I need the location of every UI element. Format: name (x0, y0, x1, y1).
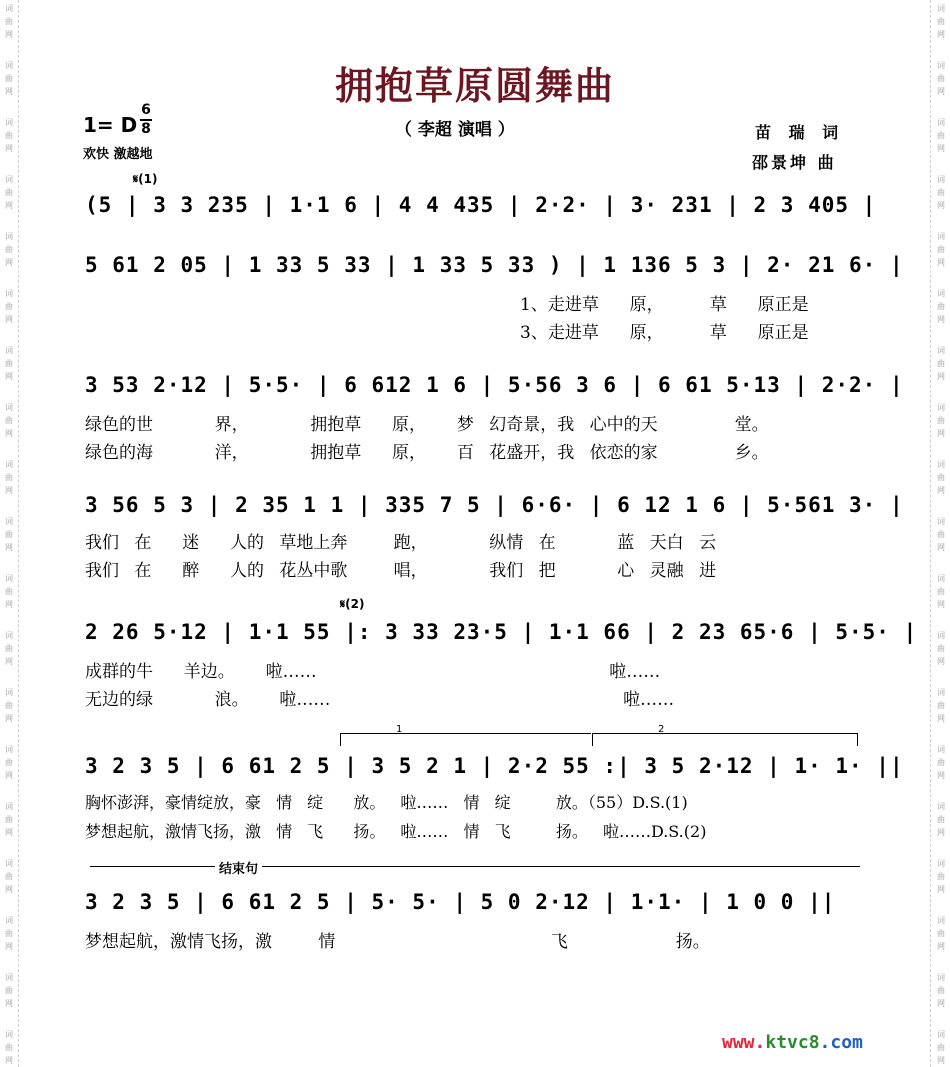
watermark-glyph: 词 (937, 118, 945, 127)
watermark-glyph: 曲 (937, 986, 945, 995)
watermark-glyph: 词 (5, 4, 13, 13)
watermark-glyph: 网 (937, 600, 945, 609)
watermark-glyph: 曲 (937, 815, 945, 824)
notation-row-3: 3 53 2·12 | 5·5· | 6 612 1 6 | 5·56 3 6 | 6 61 5·13 | 2·2· | (85, 373, 904, 397)
watermark-glyph: 网 (937, 714, 945, 723)
watermark-glyph: 曲 (5, 302, 13, 311)
watermark-glyph: 曲 (5, 17, 13, 26)
second-ending-number: 2 (658, 724, 665, 735)
watermark-glyph: 网 (5, 315, 13, 324)
watermark-glyph: 曲 (937, 131, 945, 140)
watermark-glyph: 曲 (5, 473, 13, 482)
notation-row-1: (5 | 3 3 235 | 1·1 6 | 4 4 435 | 2·2· | 3· 231 | 2 3 405 | (85, 193, 877, 217)
watermark-glyph: 词 (5, 175, 13, 184)
watermark-glyph: 曲 (937, 359, 945, 368)
composer-credit: 邵景坤 曲 (752, 153, 837, 172)
watermark-glyph: 网 (937, 87, 945, 96)
singer-credit: （ 李超 演唱 ） (395, 120, 515, 140)
watermark-glyph: 网 (5, 258, 13, 267)
watermark-glyph: 网 (5, 771, 13, 780)
lyricist-credit: 苗 瑞 词 (755, 123, 845, 142)
watermark-glyph: 词 (937, 802, 945, 811)
time-top: 6 (141, 102, 151, 118)
watermark-glyph: 曲 (937, 1043, 945, 1052)
website-part-3: .com (819, 1032, 863, 1053)
watermark-glyph: 网 (5, 144, 13, 153)
watermark-glyph: 词 (937, 517, 945, 526)
coda-bracket (90, 862, 860, 877)
first-ending-bracket (340, 724, 591, 746)
watermark-glyph: 曲 (937, 929, 945, 938)
watermark-glyph: 网 (937, 30, 945, 39)
watermark-glyph: 网 (937, 201, 945, 210)
watermark-glyph: 网 (937, 486, 945, 495)
watermark-glyph: 词 (5, 802, 13, 811)
watermark-glyph: 词 (5, 631, 13, 640)
watermark-glyph: 网 (937, 1056, 945, 1065)
segno-2-marker: 𝄋(2) (340, 597, 365, 611)
key-signature: 1= D (83, 113, 138, 137)
watermark-glyph: 词 (5, 517, 13, 526)
watermark-glyph: 网 (5, 999, 13, 1008)
first-ending-number: 1 (396, 724, 403, 735)
watermark-glyph: 词 (937, 460, 945, 469)
watermark-glyph: 词 (937, 688, 945, 697)
watermark-glyph: 曲 (5, 644, 13, 653)
watermark-glyph: 曲 (937, 872, 945, 881)
watermark-glyph: 网 (937, 657, 945, 666)
song-title: 拥抱草原圆舞曲 (334, 63, 615, 108)
watermark-glyph: 网 (937, 828, 945, 837)
website-part-2: ktvc8 (765, 1032, 820, 1053)
watermark-glyph: 曲 (5, 587, 13, 596)
watermark-glyph: 曲 (5, 74, 13, 83)
watermark-glyph: 词 (937, 859, 945, 868)
lyrics-row-7: 梦想起航，激情飞扬，激 情 飞 扬。 (85, 932, 710, 952)
watermark-glyph: 词 (937, 403, 945, 412)
watermark-glyph: 词 (5, 859, 13, 868)
watermark-glyph: 曲 (5, 131, 13, 140)
watermark-glyph: 网 (937, 372, 945, 381)
notation-row-7: 3 2 3 5 | 6 61 2 5 | 5· 5· | 5 0 2·12 | 1·1· | 1 0 0 || (85, 890, 836, 914)
watermark-glyph: 曲 (937, 416, 945, 425)
watermark-glyph: 曲 (937, 473, 945, 482)
watermark-glyph: 词 (5, 118, 13, 127)
coda-label: 结束句 (215, 858, 262, 877)
watermark-glyph: 网 (5, 657, 13, 666)
lyrics-row-5-verse-1: 成群的牛 羊边。 啦…… 啦…… (85, 662, 661, 682)
watermark-glyph: 词 (937, 346, 945, 355)
watermark-glyph: 网 (5, 486, 13, 495)
watermark-glyph: 网 (5, 372, 13, 381)
watermark-glyph: 曲 (5, 701, 13, 710)
watermark-glyph: 网 (5, 87, 13, 96)
watermark-glyph: 词 (937, 4, 945, 13)
notation-row-2: 5 61 2 05 | 1 33 5 33 | 1 33 5 33 ) | 1 136 5 3 | 2· 21 6· | (85, 253, 904, 277)
tempo-marking: 欢快 激越地 (83, 147, 153, 162)
watermark-glyph: 曲 (5, 815, 13, 824)
watermark-glyph: 网 (5, 714, 13, 723)
watermark-glyph: 词 (937, 574, 945, 583)
watermark-glyph: 网 (937, 315, 945, 324)
website-part-1: www. (722, 1032, 766, 1053)
watermark-glyph: 曲 (5, 929, 13, 938)
watermark-glyph: 词 (937, 232, 945, 241)
watermark-glyph: 网 (937, 543, 945, 552)
watermark-glyph: 网 (5, 1056, 13, 1065)
watermark-glyph: 曲 (937, 587, 945, 596)
watermark-glyph: 词 (5, 1030, 13, 1039)
watermark-glyph: 网 (937, 942, 945, 951)
left-watermark-strip (2, 0, 16, 1067)
watermark-glyph: 词 (5, 916, 13, 925)
watermark-glyph: 网 (5, 600, 13, 609)
watermark-glyph: 曲 (5, 245, 13, 254)
watermark-glyph: 网 (937, 999, 945, 1008)
watermark-glyph: 网 (937, 771, 945, 780)
watermark-glyph: 词 (5, 346, 13, 355)
watermark-glyph: 词 (5, 289, 13, 298)
lyrics-row-2-verse-3: 3、走进草 原， 草 原正是 (520, 323, 809, 343)
watermark-glyph: 曲 (937, 758, 945, 767)
watermark-glyph: 曲 (937, 530, 945, 539)
watermark-glyph: 曲 (5, 1043, 13, 1052)
watermark-glyph: 网 (5, 429, 13, 438)
watermark-glyph: 词 (937, 289, 945, 298)
watermark-glyph: 词 (937, 745, 945, 754)
watermark-glyph: 词 (5, 574, 13, 583)
watermark-glyph: 网 (937, 258, 945, 267)
watermark-glyph: 网 (937, 144, 945, 153)
watermark-glyph: 词 (5, 973, 13, 982)
watermark-glyph: 网 (937, 429, 945, 438)
notation-row-5: 2 26 5·12 | 1·1 55 |: 3 33 23·5 | 1·1 66 | 2 23 65·6 | 5·5· | (85, 620, 918, 644)
watermark-glyph: 曲 (5, 359, 13, 368)
watermark-glyph: 曲 (5, 416, 13, 425)
watermark-glyph: 词 (5, 61, 13, 70)
watermark-glyph: 曲 (5, 758, 13, 767)
watermark-glyph: 词 (937, 61, 945, 70)
lyrics-row-4-verse-3: 我们 在 醉 人的 花丛中歌 唱， 我们 把 心 灵融 进 (85, 561, 717, 581)
notation-row-4: 3 56 5 3 | 2 35 1 1 | 335 7 5 | 6·6· | 6 12 1 6 | 5·561 3· | (85, 493, 904, 517)
right-watermark-strip (934, 0, 948, 1067)
watermark-glyph: 曲 (5, 188, 13, 197)
lyrics-row-6-verse-3: 梦想起航，激情飞扬，激 情 飞 扬。 啦…… 情 飞 扬。 啦……D.S.(2) (85, 822, 707, 841)
watermark-glyph: 曲 (937, 17, 945, 26)
second-ending-bracket (592, 724, 858, 746)
lyrics-row-3-verse-1: 绿色的世 界， 拥抱草 原， 梦 幻奇景，我 心中的天 堂。 (85, 415, 769, 435)
watermark-glyph: 网 (5, 543, 13, 552)
watermark-glyph: 曲 (937, 302, 945, 311)
watermark-glyph: 曲 (5, 872, 13, 881)
watermark-glyph: 网 (5, 828, 13, 837)
watermark-glyph: 曲 (5, 986, 13, 995)
watermark-glyph: 词 (5, 745, 13, 754)
time-signature (140, 103, 152, 137)
watermark-glyph: 曲 (937, 701, 945, 710)
watermark-glyph: 网 (937, 885, 945, 894)
watermark-glyph: 词 (937, 916, 945, 925)
lyrics-row-2-verse-1: 1、走进草 原， 草 原正是 (520, 295, 809, 315)
watermark-glyph: 网 (5, 30, 13, 39)
segno-1-marker: 𝄋(1) (133, 172, 158, 186)
lyrics-row-3-verse-3: 绿色的海 洋， 拥抱草 原， 百 花盛开，我 依恋的家 乡。 (85, 443, 769, 463)
watermark-glyph: 曲 (937, 74, 945, 83)
website-watermark (722, 1032, 863, 1053)
watermark-glyph: 网 (5, 201, 13, 210)
lyrics-row-4-verse-1: 我们 在 迷 人的 草地上奔 跑， 纵情 在 蓝 天白 云 (85, 533, 717, 553)
watermark-glyph: 词 (937, 175, 945, 184)
watermark-glyph: 词 (5, 460, 13, 469)
watermark-glyph: 曲 (937, 644, 945, 653)
watermark-glyph: 网 (5, 942, 13, 951)
lyrics-row-5-verse-3: 无边的绿 浪。 啦…… 啦…… (85, 690, 675, 710)
watermark-glyph: 词 (937, 1030, 945, 1039)
watermark-glyph: 词 (937, 973, 945, 982)
watermark-glyph: 曲 (937, 188, 945, 197)
watermark-glyph: 网 (5, 885, 13, 894)
watermark-glyph: 词 (937, 631, 945, 640)
watermark-glyph: 词 (5, 232, 13, 241)
watermark-glyph: 曲 (937, 245, 945, 254)
watermark-glyph: 词 (5, 403, 13, 412)
watermark-glyph: 曲 (5, 530, 13, 539)
time-bottom: 8 (141, 121, 151, 137)
lyrics-row-6-verse-1: 胸怀澎湃，豪情绽放，豪 情 绽 放。 啦…… 情 绽 放。（55）D.S.(1) (85, 793, 688, 812)
notation-row-6: 3 2 3 5 | 6 61 2 5 | 3 5 2 1 | 2·2 55 :| 3 5 2·12 | 1· 1· || (85, 754, 904, 778)
watermark-glyph: 词 (5, 688, 13, 697)
